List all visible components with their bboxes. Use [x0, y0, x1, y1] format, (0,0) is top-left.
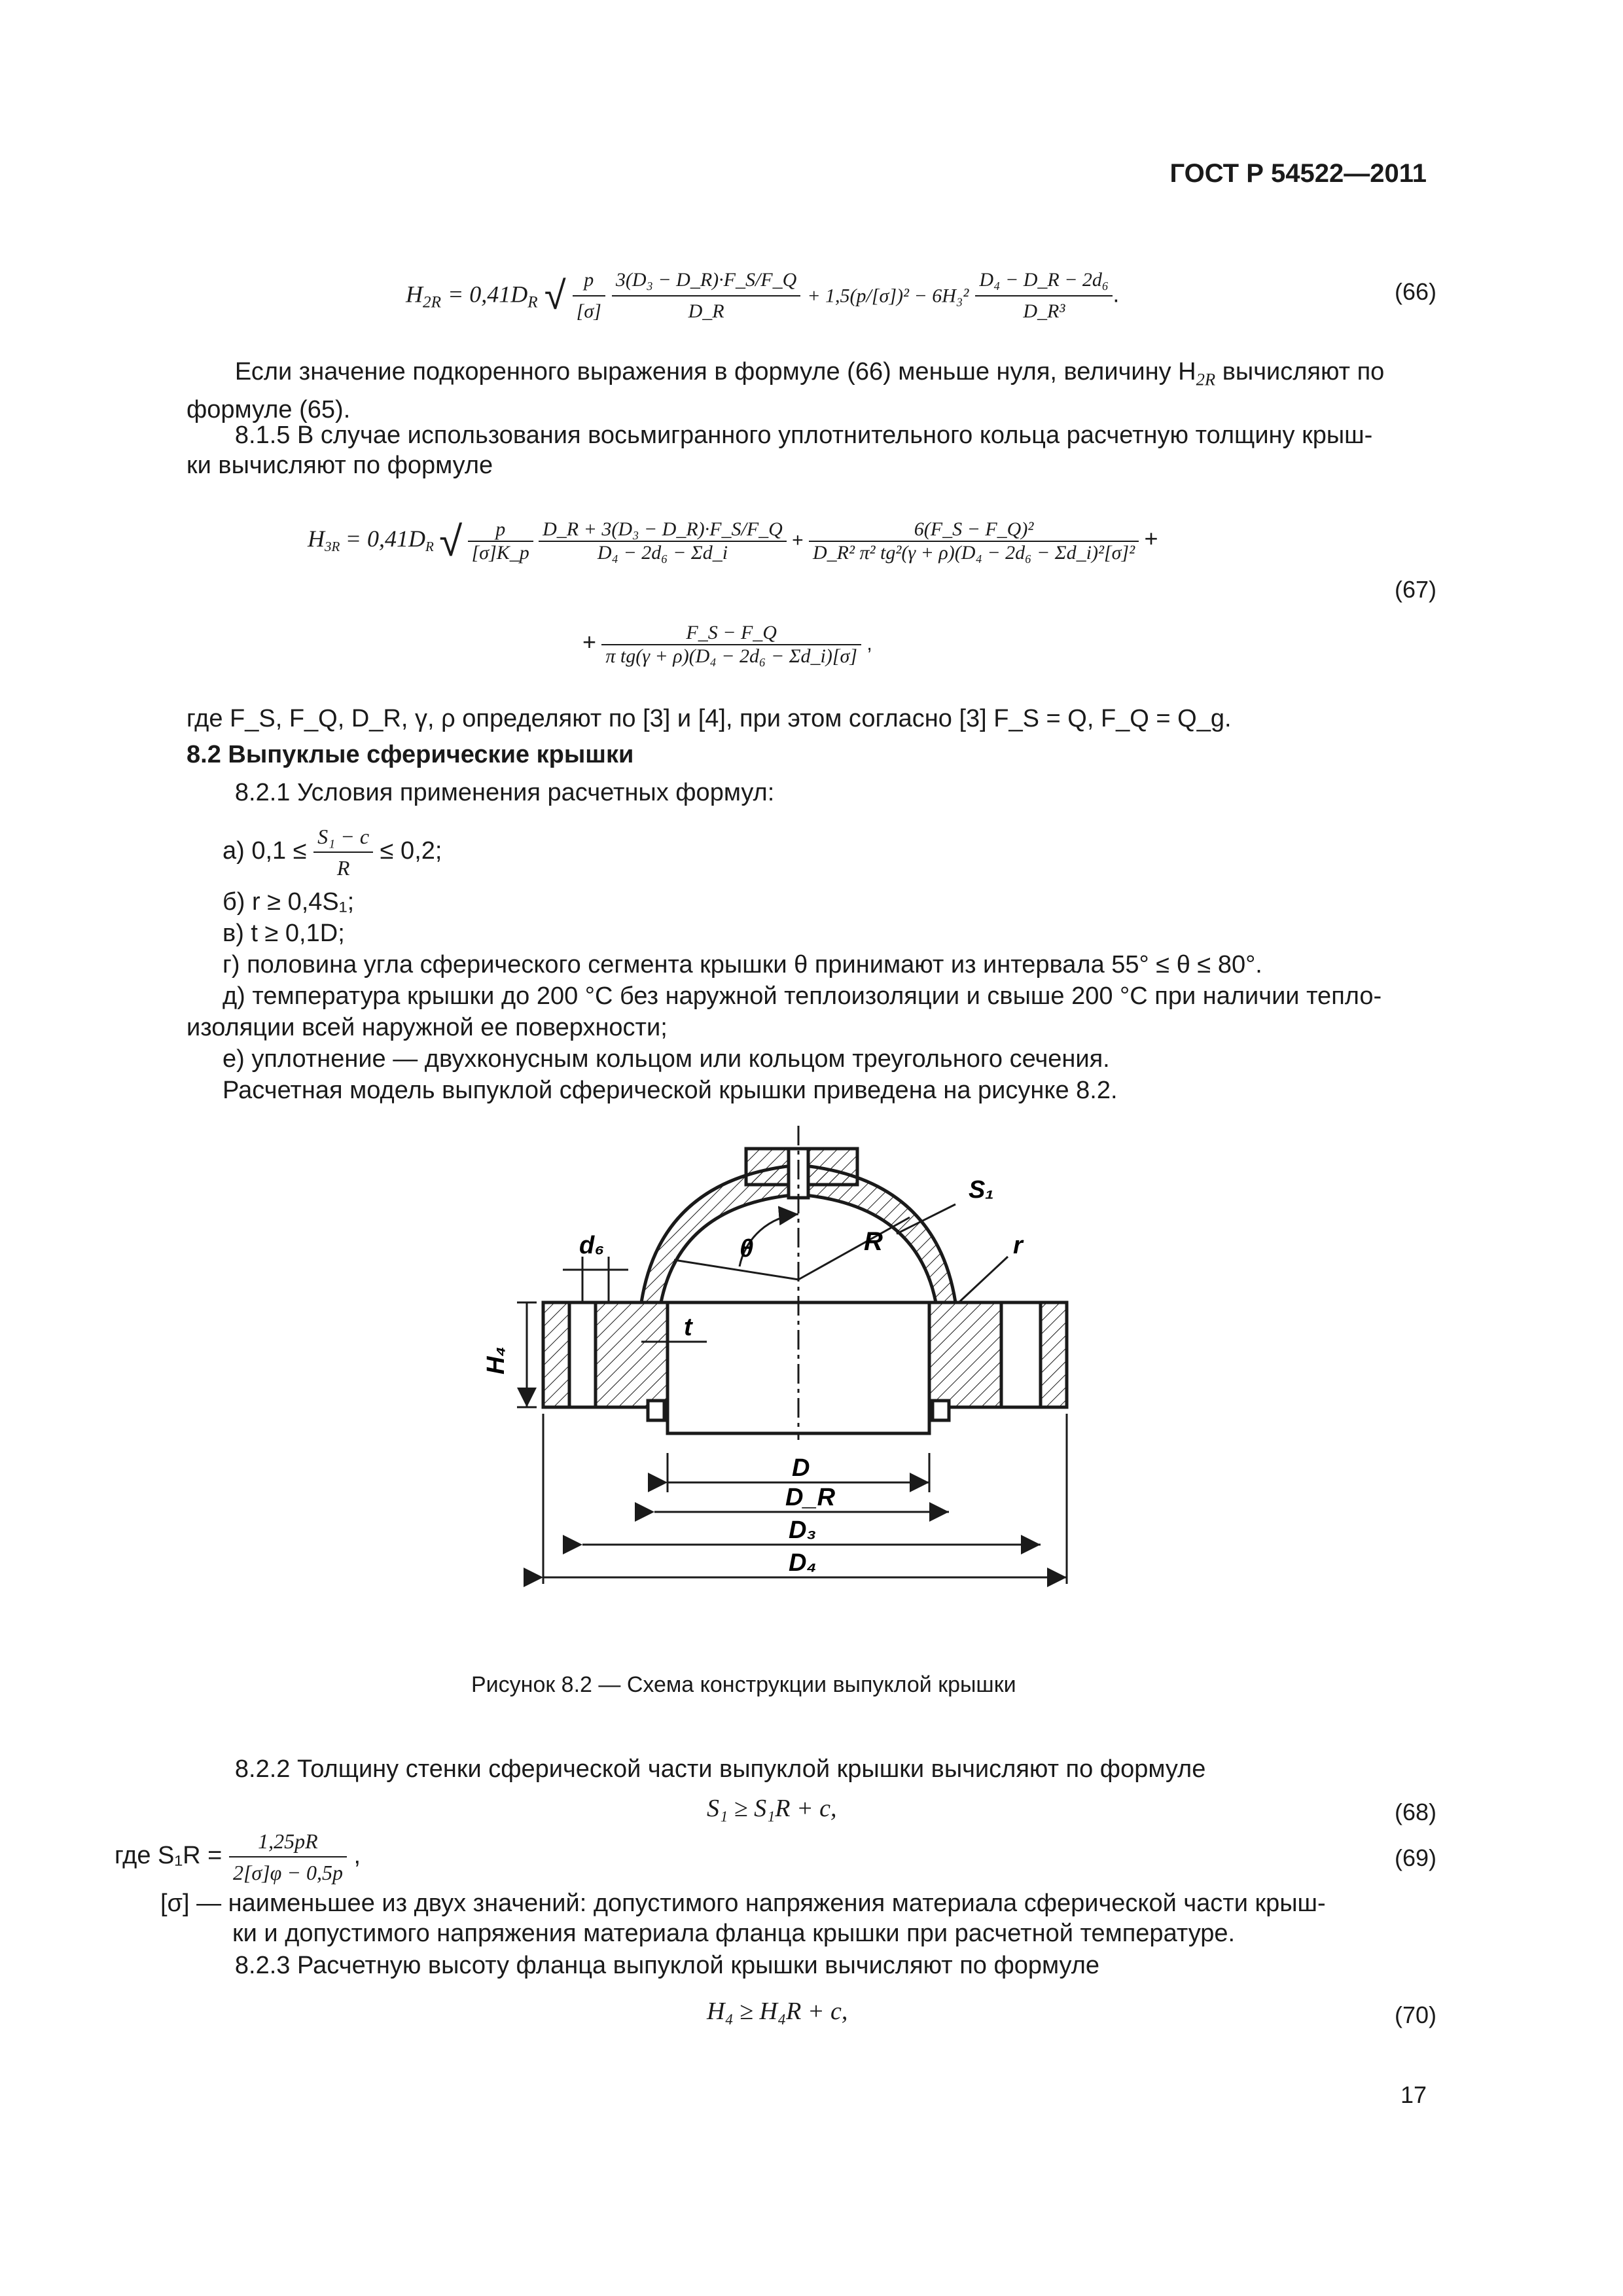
eq66-coef: = 0,41D	[448, 281, 528, 308]
condition-v: в) t ≥ 0,1D;	[223, 920, 345, 947]
equation-67-line2: + $\frac{F\_S - F\_Q}{\text{π tg(γ + ρ)(D₄ − 2d₆ − Σd\_i)[σ]}}$ ,	[582, 622, 872, 667]
equation-66: $H_{2R} = 0,41D_R$ √ $\frac{p}{[\sigma]}$ $\frac{\text{3(D₃ − D\_R)·F\_S/F\_Q}}{D\_R}$ + 1,5(p/[σ])² − 6H₃² $\frac{\text{D₄ − D\_R − 2d₆}}{\text{D\_R³}}$ .	[406, 265, 1119, 327]
page-number: 17	[1400, 2081, 1427, 2108]
figure-label-D3: D₃	[789, 1516, 817, 1544]
para-66-note: Если значение подкоренного выражения в формуле (66) меньше нуля, величину $H_{2R}$ вычисляют по формуле (65).	[187, 358, 1385, 423]
condition-d-line1: д) температура крышки до 200 °С без наружной теплоизоляции и свыше 200 °С при наличии тепло-	[223, 982, 1382, 1010]
condition-e: е) уплотнение — двухконусным кольцом или кольцом треугольного сечения.	[223, 1045, 1110, 1073]
condition-a-fraction: $\frac{\text{S₁ − c}}{R}$	[313, 821, 373, 883]
section-8-2-title: 8.2 Выпуклые сферические крышки	[187, 741, 634, 768]
figure-label-H4: H₄	[482, 1346, 510, 1374]
eq67-term2: $\frac{\text{6(F\_S − F\_Q)²}}{\text{D\_R² π² tg²(γ + ρ)(D₄ − 2d₆ − Σd\_i)²[σ]²}}$	[809, 518, 1139, 564]
figure-label-D: D	[792, 1454, 810, 1482]
where-67: где F_S, F_Q, D_R, γ, ρ определяют по [3] и [4], при этом согласно [3] F_S = Q, F_Q = Q_g.	[187, 705, 1232, 732]
model-reference: Расчетная модель выпуклой сферической крышки приведена на рисунке 8.2.	[223, 1077, 1118, 1104]
sigma-definition: [σ] — наименьшее из двух значений: допустимого напряжения материала сферической части крыш- ки и допустимого напряжения материала фланца крышки при расчетной температуре.	[160, 1890, 1326, 1947]
eq66-coef-sub: R	[527, 293, 538, 312]
eq67-term1: $\frac{\text{D\_R + 3(D₃ − D\_R)·F\_S/F\_Q}}{\text{D₄ − 2d₆ − Σd\_i}}$	[539, 518, 787, 564]
condition-b: б) r ≥ 0,4S₁;	[223, 888, 355, 916]
eq66-lhs-sub: 2R	[423, 293, 441, 312]
eq66-term1: $\frac{\text{3(D₃ − D\_R)·F\_S/F\_Q}}{D\_R}$	[612, 265, 800, 327]
equation-70: H₄ ≥ H₄R + c,	[707, 1998, 848, 2025]
figure-label-d6: d₆	[579, 1232, 605, 1259]
para-821: 8.2.1 Условия применения расчетных формул:	[234, 779, 775, 806]
para-823: 8.2.3 Расчетную высоту фланца выпуклой крышки вычисляют по формуле	[234, 1952, 1100, 1979]
figure-label-theta: θ	[740, 1235, 754, 1263]
para-815: 8.1.5 В случае использования восьмигранного уплотнительного кольца расчетную толщину крыш- ки вычисляют по формуле	[187, 422, 1373, 479]
eq66-term2: + 1,5(p/[σ])² − 6H₃²	[807, 285, 969, 307]
equation-68: S₁ ≥ S₁R + c,	[707, 1795, 837, 1822]
eq66-term3: $\frac{\text{D₄ − D\_R − 2d₆}}{\text{D\_R³}}$	[975, 265, 1113, 327]
figure-label-r: r	[1013, 1232, 1023, 1259]
figure-label-DR: D_R	[785, 1484, 836, 1511]
condition-d-line2: изоляции всей наружной ее поверхности;	[187, 1014, 668, 1041]
figure-label-s1: S₁	[969, 1176, 994, 1204]
figure-label-D4: D₄	[789, 1549, 817, 1577]
eq70-number: (70)	[1394, 2001, 1436, 2028]
eq66-lhs: H	[406, 281, 423, 308]
eq67-number: (67)	[1394, 576, 1436, 603]
eq68-number: (68)	[1394, 1799, 1436, 1825]
eq67-p-over-sigma-kp: $\frac{p}{[\sigma]K\_p}$	[468, 518, 533, 564]
figure-label-t: t	[684, 1314, 692, 1341]
eq66-p-over-sigma: $\frac{p}{[\sigma]}$	[573, 265, 605, 327]
equation-69: где S₁R = $\frac{1,25pR}{2[\sigma]\varphi - 0,5p}$ ,	[115, 1826, 361, 1888]
figure-8-2-drawing	[482, 1126, 1113, 1649]
para-822: 8.2.2 Толщину стенки сферической части выпуклой крышки вычисляют по формуле	[234, 1755, 1206, 1783]
condition-g: г) половина угла сферического сегмента крышки θ принимают из интервала 55° ≤ θ ≤ 80°.	[223, 951, 1262, 978]
eq69-fraction: $\frac{1,25pR}{2[\sigma]\varphi - 0,5p}$	[229, 1826, 347, 1888]
figure-caption: Рисунок 8.2 — Схема конструкции выпуклой крышки	[471, 1672, 1016, 1697]
condition-a: а) 0,1 ≤ $\frac{\text{S₁ − c}}{R}$ ≤ 0,2;	[223, 821, 442, 883]
eq67-term3: $\frac{F\_S - F\_Q}{\text{π tg(γ + ρ)(D₄ − 2d₆ − Σd\_i)[σ]}}$	[601, 622, 861, 668]
equation-67: $H_{3R} = 0,41D_R$ √ $\frac{p}{[\sigma]K\_p}$ $\frac{\text{D\_R + 3(D₃ − D\_R)·F\_S/F\_Q}}{\text{D₄ − 2d₆ − Σd\_i}}$ + $\frac{\text{6(F\_S − F\_Q)²}}{\text{D\_R² π² tg²(γ + ρ)(D₄ − 2d₆ − Σd\_i)²[σ]²}}$ +	[308, 518, 1158, 565]
eq66-number: (66)	[1394, 278, 1436, 305]
eq69-number: (69)	[1394, 1844, 1436, 1871]
standard-header: ГОСТ Р 54522—2011	[1169, 159, 1427, 188]
figure-label-R: R	[864, 1227, 883, 1256]
